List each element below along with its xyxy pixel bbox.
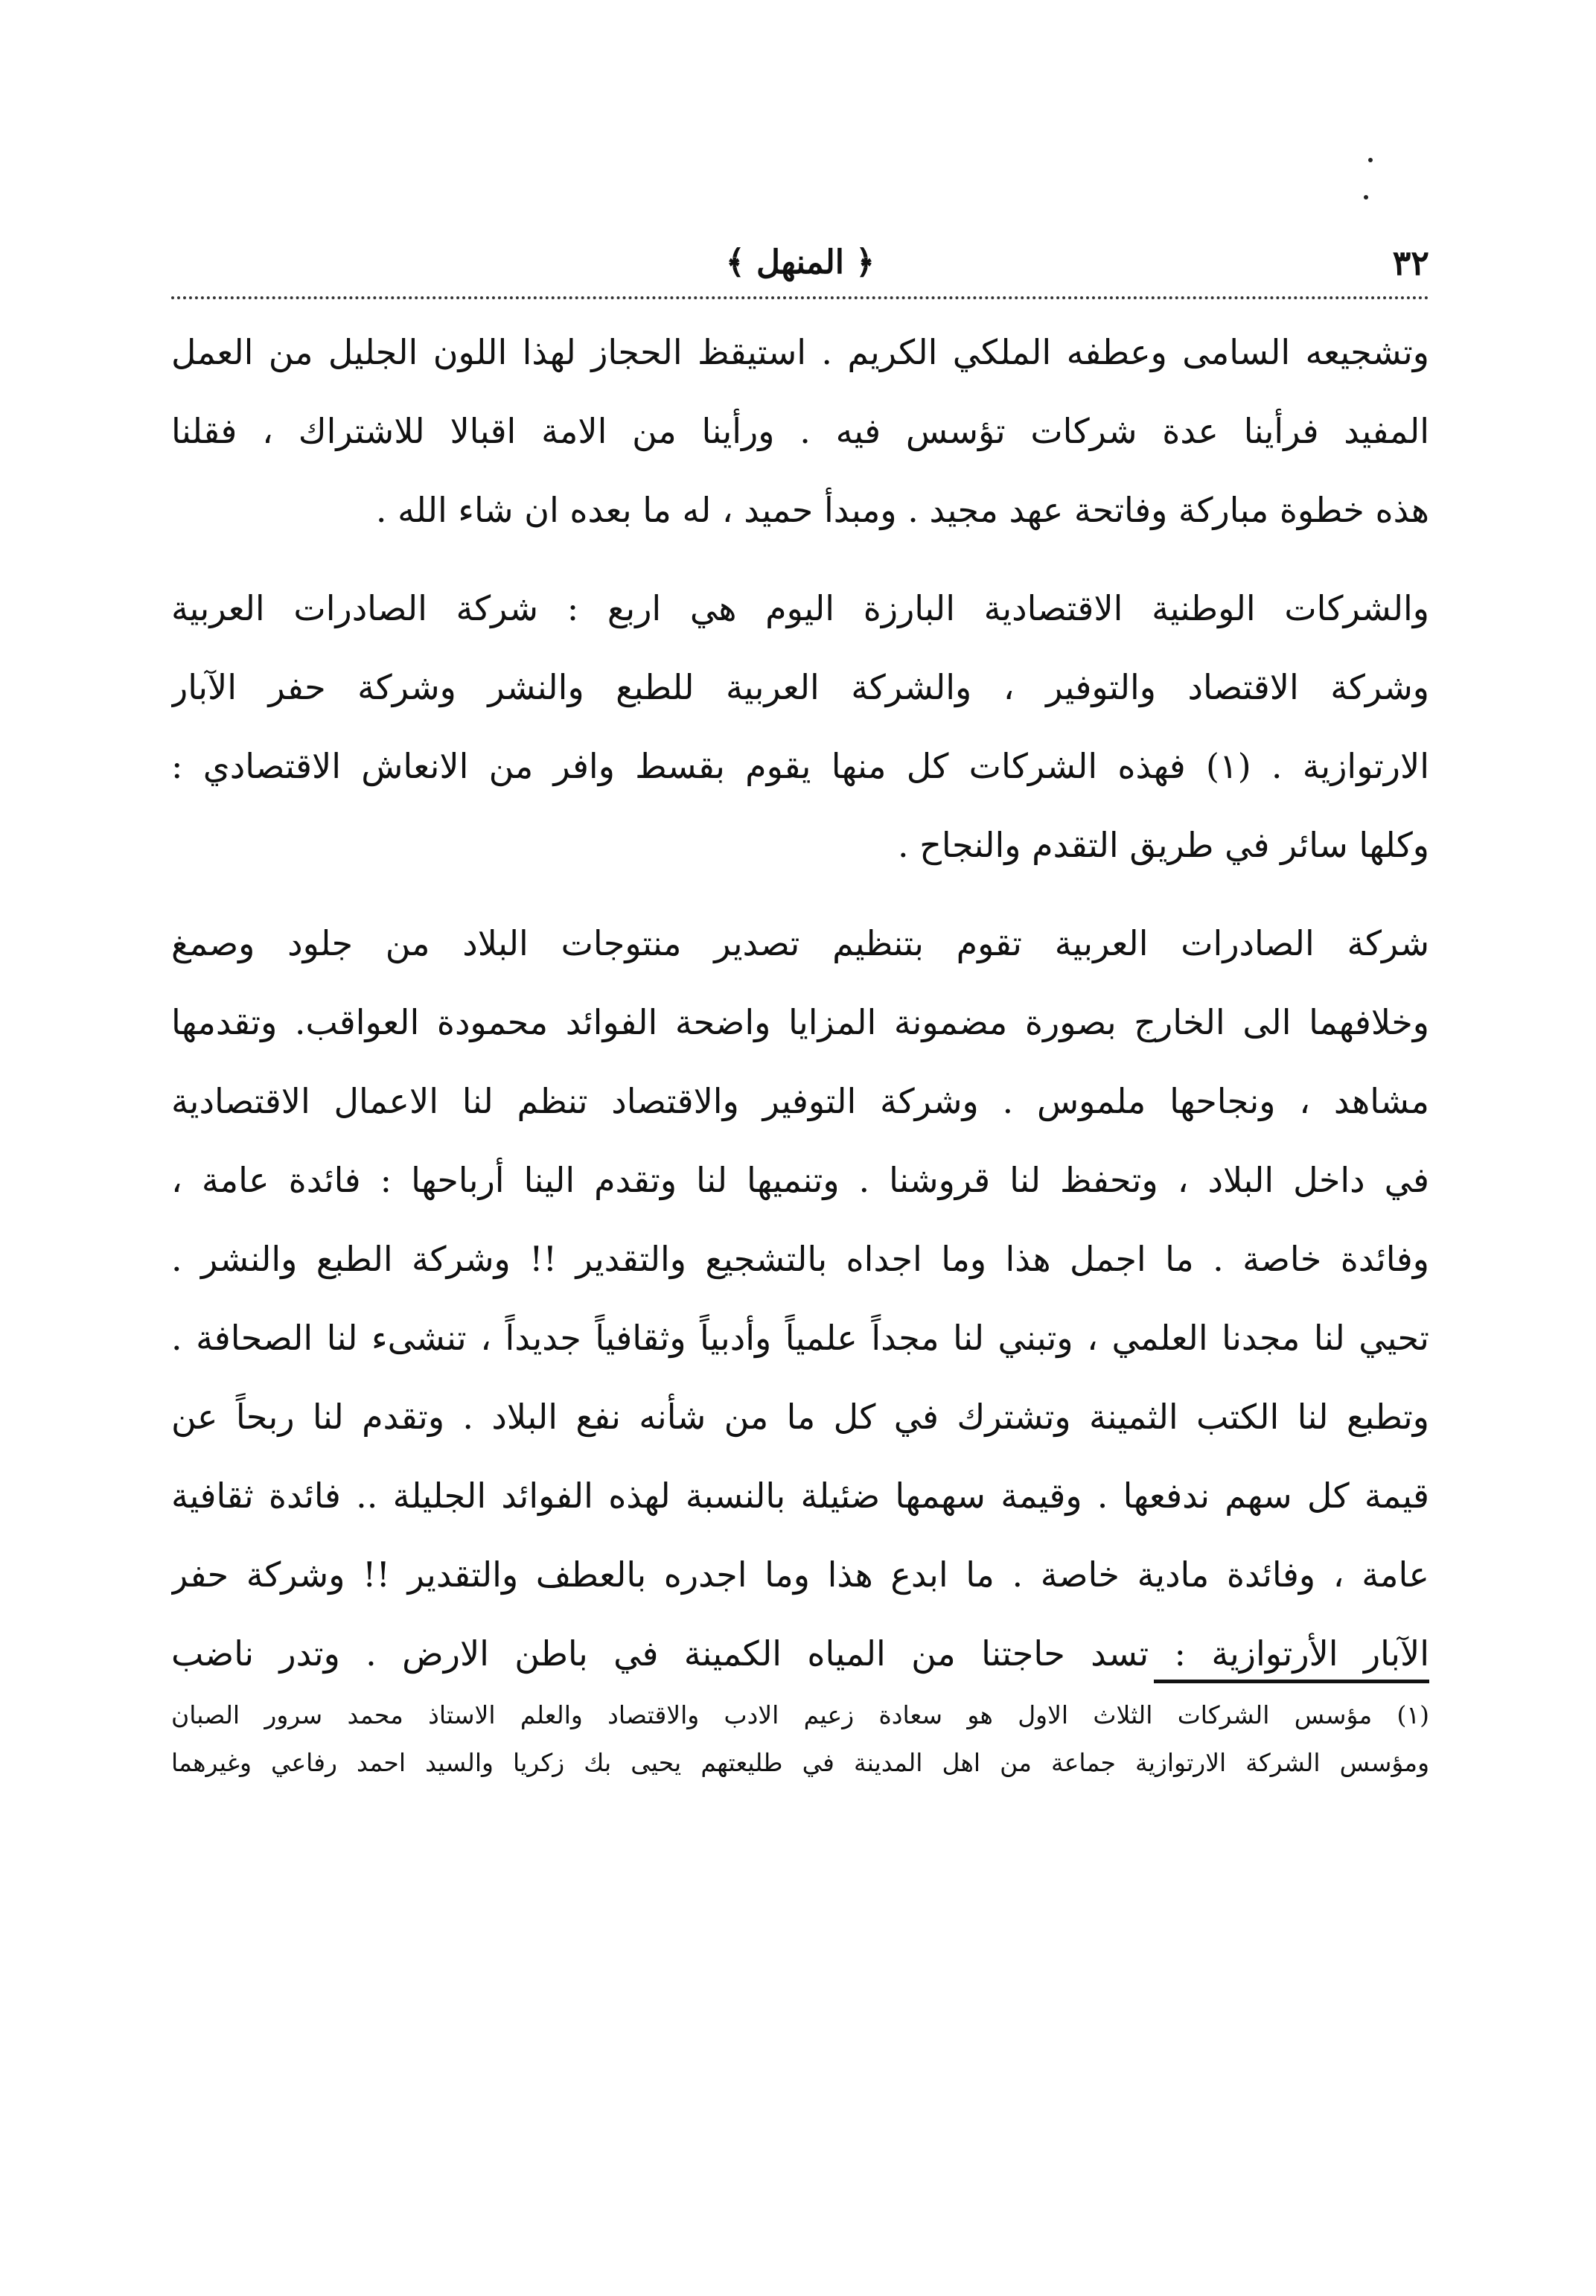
text-line: عامة ، وفائدة مادية خاصة . ما ابدع هذا وما اجدره بالعطف والتقدير !! وشركة حفر [171, 1554, 1429, 1595]
page-number: ٣٢ [1392, 243, 1429, 283]
article-body [171, 313, 1429, 1693]
text-line: قيمة كل سهم ندفعها . وقيمة سهمها ضئيلة بالنسبة لهذه الفوائد الجليلة .. فائدة ثقافية [171, 1476, 1429, 1516]
footnote-line: ومؤسس الشركة الارتوازية جماعة من اهل المدينة في طليعتهم يحيى بك زكريا والسيد احمد رفاعي وغيرهما [171, 1748, 1429, 1777]
text-line: وتشجيعه السامى وعطفه الملكي الكريم . استيقظ الحجاز لهذا اللون الجليل من العمل [171, 332, 1429, 372]
text-line: شركة الصادرات العربية تقوم بتنظيم تصدير منتوجات البلاد من جلود وصمغ [171, 923, 1429, 963]
text-line: تحيي لنا مجدنا العلمي ، وتبني لنا مجداً علمياً وأدبياً وثقافياً جديداً ، تنشىء لنا الصحافة . [171, 1318, 1429, 1358]
running-title: ﴿ المنهل ﴾ [725, 243, 875, 281]
text-line: وكلها سائر في طريق التقدم والنجاح . [897, 825, 1429, 865]
text-line: الارتوازية . (١) فهذه الشركات كل منها يقوم بقسط وافر من الانعاش الاقتصادي : [171, 746, 1429, 786]
text-line: المفيد فرأينا عدة شركات تؤسس فيه . ورأينا من الامة اقبالا للاشتراك ، فقلنا [171, 411, 1429, 451]
text-line: وخلافهما الى الخارج بصورة مضمونة المزايا واضحة الفوائد محمودة العواقب. وتقدمها [171, 1002, 1429, 1042]
text-line: وشركة الاقتصاد والتوفير ، والشركة العربية للطبع والنشر وشركة حفر الآبار [171, 667, 1429, 707]
scan-speck [1368, 158, 1373, 162]
footnotes [171, 1691, 1429, 1787]
page-header [171, 237, 1429, 289]
text-line: مشاهد ، ونجاحها ملموس . وشركة التوفير والاقتصاد تنظم لنا الاعمال الاقتصادية [171, 1081, 1429, 1121]
footnote-divider [1154, 1680, 1429, 1683]
text-line: في داخل البلاد ، وتحفظ لنا قروشنا . وتنميها لنا وتقدم الينا أرباحها : فائدة عامة ، [171, 1160, 1429, 1200]
footnote-line: (١) مؤسس الشركات الثلاث الاول هو سعادة زعيم الادب والاقتصاد والعلم الاستاذ محمد سرور الصبان [171, 1700, 1429, 1729]
paragraph-gap [171, 884, 1429, 904]
text-line: الآبار الأرتوازية : تسد حاجتنا من المياه الكمينة في باطن الارض . وتدر ناضب [171, 1633, 1429, 1674]
text-line: والشركات الوطنية الاقتصادية البارزة اليوم هي اربع : شركة الصادرات العربية [171, 588, 1429, 628]
scan-speck [1364, 195, 1368, 200]
text-line: هذه خطوة مباركة وفاتحة عهد مجيد . ومبدأ حميد ، له ما بعده ان شاء الله . [375, 490, 1429, 530]
text-line: وتطبع لنا الكتب الثمينة وتشترك في كل ما من شأنه نفع البلاد . وتقدم لنا ربحاً عن [171, 1397, 1429, 1437]
header-divider [171, 296, 1429, 299]
text-line: وفائدة خاصة . ما اجمل هذا وما اجداه بالتشجيع والتقدير !! وشركة الطبع والنشر . [171, 1239, 1429, 1279]
paragraph-gap [171, 549, 1429, 569]
